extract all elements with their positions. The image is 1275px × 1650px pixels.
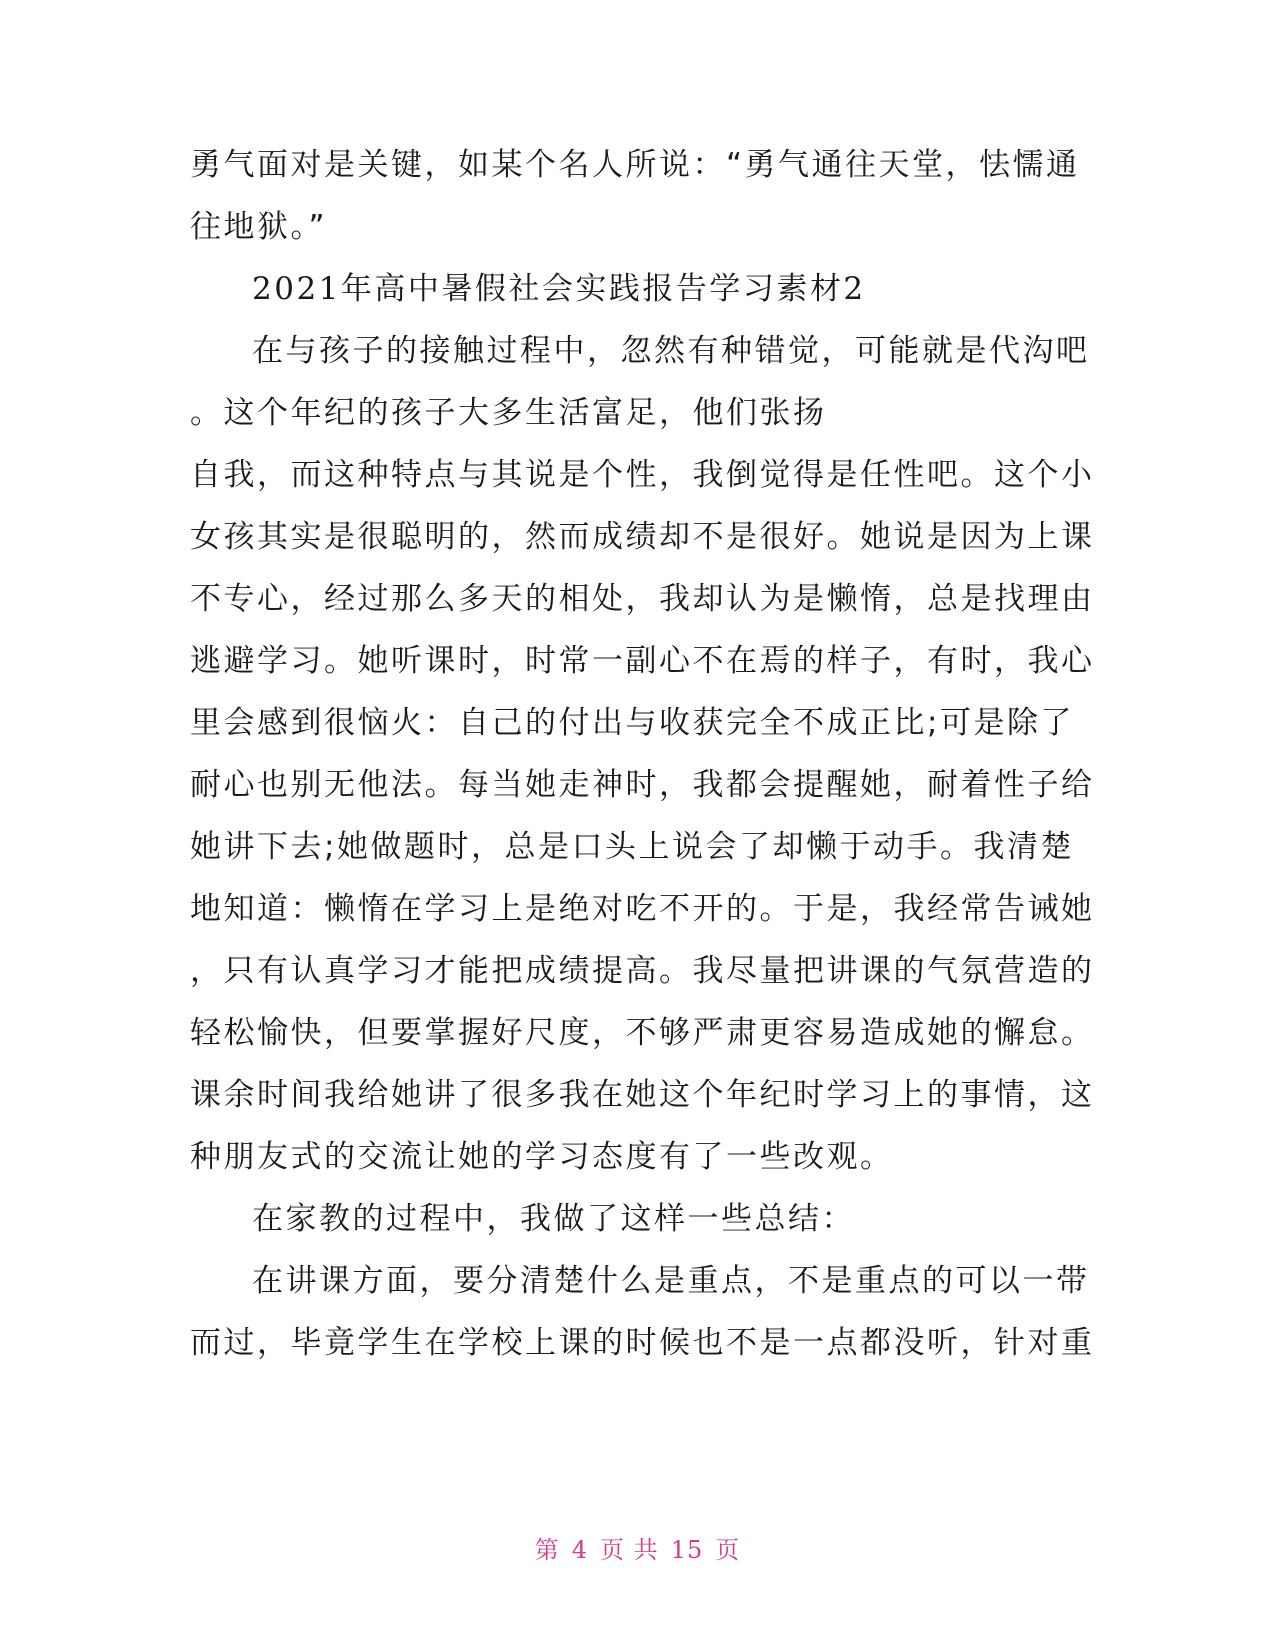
text-line: 逃避学习。她听课时，时常一副心不在焉的样子，有时，我心	[190, 643, 1095, 679]
text-line: 耐心也别无他法。每当她走神时，我都会提醒她，耐着性子给	[190, 767, 1095, 803]
text-line: 在家教的过程中，我做了这样一些总结：	[252, 1201, 855, 1237]
text-line: 她讲下去;她做题时，总是口头上说会了却懒于动手。我清楚	[190, 829, 1074, 865]
text-line: 地知道：懒惰在学习上是绝对吃不开的。于是，我经常告诫她	[190, 891, 1095, 927]
text-line: 课余时间我给她讲了很多我在她这个年纪时学习上的事情，这	[190, 1077, 1095, 1113]
total-pages-number: 15	[670, 1536, 704, 1564]
text-line: 轻松愉快，但要掌握好尺度，不够严肃更容易造成她的懈怠。	[190, 1015, 1095, 1051]
text-line: 往地狱。”	[190, 209, 328, 245]
text-line: 勇气面对是关键，如某个名人所说：“勇气通往天堂，怯懦通	[190, 147, 1080, 183]
footer-prefix: 第	[534, 1536, 560, 1564]
text-line: 自我，而这种特点与其说是个性，我倒觉得是任性吧。这个小	[190, 457, 1095, 493]
text-line: 种朋友式的交流让她的学习态度有了一些改观。	[190, 1139, 894, 1175]
page-footer	[0, 1535, 1275, 1565]
current-page-number: 4	[571, 1536, 589, 1564]
text-line: 里会感到很恼火：自己的付出与收获完全不成正比;可是除了	[190, 705, 1074, 741]
text-line: 在与孩子的接触过程中，忽然有种错觉，可能就是代沟吧	[252, 333, 1090, 369]
section-heading: 2021年高中暑假社会实践报告学习素材2	[252, 271, 866, 307]
text-line: 不专心，经过那么多天的相处，我却认为是懒惰，总是找理由	[190, 581, 1095, 617]
text-line: ，只有认真学习才能把成绩提高。我尽量把讲课的气氛营造的	[190, 953, 1095, 989]
footer-middle: 页 共	[600, 1536, 659, 1564]
text-line: 女孩其实是很聪明的，然而成绩却不是很好。她说是因为上课	[190, 519, 1095, 555]
text-line: 。这个年纪的孩子大多生活富足，他们张扬	[190, 395, 827, 431]
footer-suffix: 页	[715, 1536, 741, 1564]
text-line: 而过，毕竟学生在学校上课的时候也不是一点都没听，针对重	[190, 1325, 1095, 1361]
text-line: 在讲课方面，要分清楚什么是重点，不是重点的可以一带	[252, 1263, 1090, 1299]
